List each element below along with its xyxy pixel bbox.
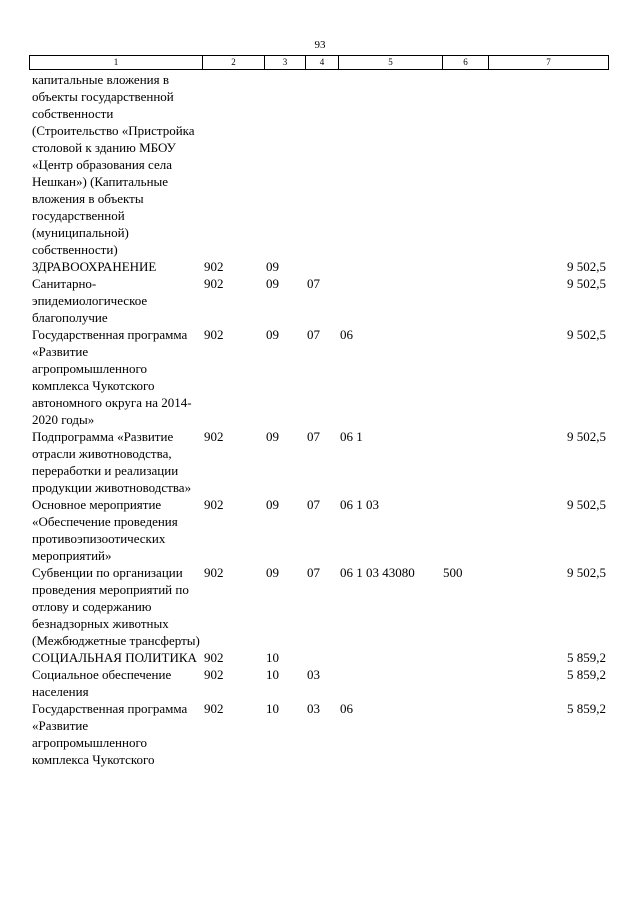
row-name: Государственная программа «Развитие агропромышленного комплекса Чукотского [32,701,188,767]
table-row [29,700,608,768]
row-target-article-code: 06 1 03 [340,497,379,512]
row-expense-type-code: 500 [443,565,463,580]
table-row [29,258,608,275]
row-subsection-code: 07 [307,565,320,580]
row-subsection-code [305,649,338,666]
column-header-table [29,55,609,70]
row-expense-type-code [442,666,488,700]
row-amount [488,71,608,258]
row-name: Основное мероприятие «Обеспечение проведения противоэпизоотических мероприятий» [32,497,178,563]
row-expense-type-code [442,649,488,666]
row-amount: 5 859,2 [567,650,606,665]
row-target-article-code [338,666,442,700]
row-grbs-code: 902 [204,497,224,512]
column-header-7: 7 [489,56,609,70]
row-section-code: 10 [266,667,279,682]
row-grbs-code: 902 [204,429,224,444]
row-target-article-code [338,649,442,666]
row-amount: 5 859,2 [567,667,606,682]
row-expense-type-code [442,71,488,258]
row-name: Субвенции по организации проведения мероприятий по отлову и содержанию безнадзорных животных (Межбюджетные трансферты) [32,565,200,648]
row-grbs-code: 902 [204,327,224,342]
row-grbs-code: 902 [204,276,224,291]
budget-table [29,71,608,768]
row-amount: 9 502,5 [567,276,606,291]
table-row [29,326,608,428]
row-expense-type-code [442,496,488,564]
row-name: СОЦИАЛЬНАЯ ПОЛИТИКА [32,650,197,665]
row-expense-type-code [442,275,488,326]
row-name: Государственная программа «Развитие агропромышленного комплекса Чукотского автономного округа на 2014-2020 годы» [32,327,192,427]
table-row [29,71,608,258]
row-subsection-code: 07 [307,327,320,342]
row-section-code: 09 [266,565,279,580]
row-subsection-code: 07 [307,497,320,512]
row-section-code: 10 [266,701,279,716]
row-target-article-code: 06 [340,701,353,716]
row-amount: 9 502,5 [567,259,606,274]
row-grbs-code [202,71,264,258]
row-expense-type-code [442,258,488,275]
row-amount: 9 502,5 [567,497,606,512]
column-header-row [30,56,609,70]
row-target-article-code: 06 1 03 43080 [340,565,415,580]
row-amount: 9 502,5 [567,327,606,342]
row-section-code: 10 [266,650,279,665]
table-row [29,649,608,666]
row-amount: 5 859,2 [567,701,606,716]
row-target-article-code [338,258,442,275]
row-section-code: 09 [266,429,279,444]
row-section-code: 09 [266,276,279,291]
row-subsection-code: 07 [307,429,320,444]
row-name: Социальное обеспечение населения [32,667,172,699]
row-subsection-code [305,71,338,258]
column-header-2: 2 [203,56,265,70]
row-grbs-code: 902 [204,259,224,274]
row-name: капитальные вложения в объекты государственной собственности (Строительство «Пристройка столовой к зданию МБОУ «Центр образования села Нешкан») (Капитальные вложения в объекты государственной (муниципальной) собственности) [32,72,195,257]
page-number: 93 [314,39,326,51]
row-name: Подпрограмма «Развитие отрасли животноводства, переработки и реализации продукции животноводства» [32,429,192,495]
row-target-article-code: 06 1 [340,429,363,444]
table-row [29,496,608,564]
row-grbs-code: 902 [204,565,224,580]
table-row [29,275,608,326]
row-section-code: 09 [266,259,279,274]
table-row [29,428,608,496]
row-grbs-code: 902 [204,650,224,665]
column-header-5: 5 [339,56,443,70]
row-target-article-code: 06 [340,327,353,342]
row-grbs-code: 902 [204,667,224,682]
row-grbs-code: 902 [204,701,224,716]
column-header-3: 3 [265,56,306,70]
column-header-1: 1 [30,56,203,70]
column-header-4: 4 [306,56,339,70]
row-expense-type-code [442,326,488,428]
row-amount: 9 502,5 [567,565,606,580]
row-section-code: 09 [266,327,279,342]
row-subsection-code: 03 [307,667,320,682]
row-amount: 9 502,5 [567,429,606,444]
row-subsection-code: 03 [307,701,320,716]
row-expense-type-code [442,428,488,496]
row-subsection-code: 07 [307,276,320,291]
row-section-code: 09 [266,497,279,512]
table-row [29,666,608,700]
row-name: ЗДРАВООХРАНЕНИЕ [32,259,157,274]
row-target-article-code [338,71,442,258]
row-target-article-code [338,275,442,326]
row-name: Санитарно-эпидемиологическое благополучие [32,276,148,325]
column-header-6: 6 [443,56,489,70]
row-section-code [264,71,305,258]
row-subsection-code [305,258,338,275]
row-expense-type-code [442,700,488,768]
table-row [29,564,608,649]
